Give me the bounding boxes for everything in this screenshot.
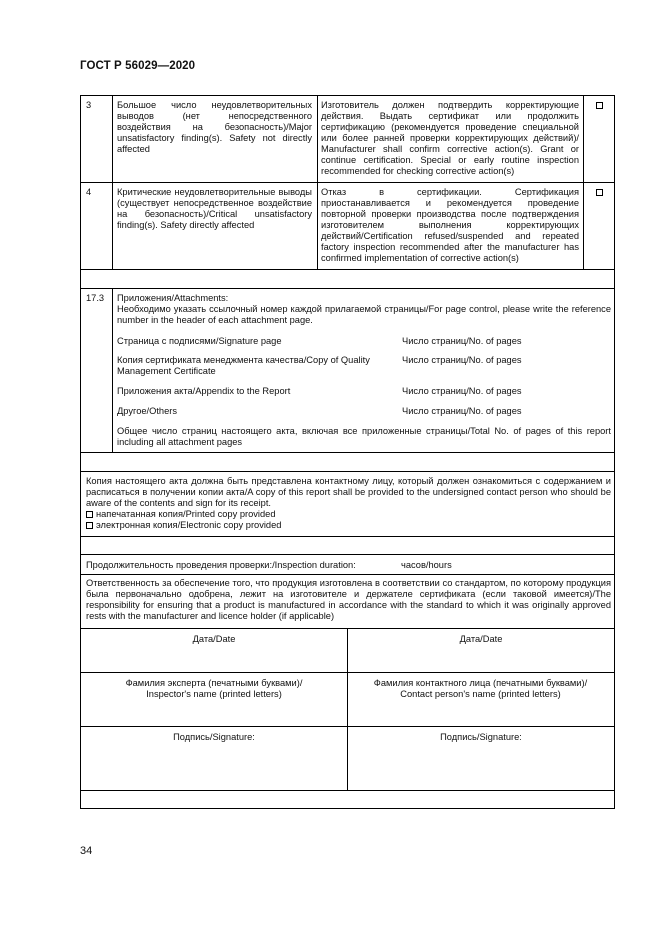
attachment-label: Копия сертификата менеджмента качества/Copy of Quality Management Certificate	[117, 355, 370, 376]
responsibility-text: Ответственность за обеспечение того, что продукция изготовлена в соответствии со стандартом, по которому продукция была первоначально одобрена, лежит на изготовителе и держателе сертификата (если таковой имеется)/The responsibility for ensuring that a product is manufactured in accordance with the standard to which it was originally approved rests with the manufacturer and licence holder (if applicable)	[86, 578, 611, 621]
attachments-title: Приложения/Attachments:	[117, 293, 229, 303]
finding-checkbox[interactable]	[596, 102, 603, 109]
row-divider	[81, 536, 614, 537]
finding-description: Критические неудовлетворительные выводы (существует непосредственное воздействие на безопасность)/Critical unsatisfactory finding(s). Safety directly affected	[117, 187, 312, 230]
attachment-pages-label: Число страниц/No. of pages	[402, 386, 522, 396]
page-number: 34	[80, 845, 93, 857]
copy-notice-text: Копия настоящего акта должна быть представлена контактному лицу, который должен ознакомиться с содержанием и расписаться в получении копии акта/A copy of this report shall be provided to the undersigned contact person who should be aware of the contents and sign for its receipt.	[86, 476, 611, 508]
row-divider	[81, 288, 614, 289]
finding-number: 3	[86, 100, 92, 110]
row-divider	[81, 452, 614, 453]
copy-option-printed[interactable]	[86, 509, 276, 520]
copy-option-electronic[interactable]	[86, 520, 281, 531]
signature-col-divider	[347, 628, 348, 790]
finding-action: Изготовитель должен подтвердить корректирующие действия. Выдать сертификат или продолжить сертификацию (рекомендуется проведение специальной или более ранней проверки корректирующих действий)/ Manufacturer shall confirm corrective action(s). Grant or continue certification. Special or early routine inspection recommended for checking corrective action(s)	[321, 100, 579, 176]
attachment-label: Приложения акта/Appendix to the Report	[117, 386, 291, 396]
attachments-total: Общее число страниц настоящего акта, включая все приложенные страницы/Total No. of pages of this report including all attachment pages	[117, 426, 611, 447]
finding-description: Большое число неудовлетворительных выводов (нет непосредственного воздействия на безопасность)/Major unsatisfactory finding(s). Safety not directly affected	[117, 100, 312, 154]
row-divider	[81, 554, 614, 555]
attachment-pages-label: Число страниц/No. of pages	[402, 355, 522, 365]
row-divider	[81, 574, 614, 575]
attachments-instruction: Необходимо указать ссылочный номер каждой прилагаемой страницы/For page control, please write the reference number in the header of each attachment page.	[117, 304, 611, 325]
row-divider	[81, 471, 614, 472]
row-divider	[81, 790, 614, 791]
contact-person-name-label: Фамилия контактного лица (печатными буквами)/ Contact person's name (printed letters)	[373, 678, 588, 699]
date-left-label: Дата/Date	[192, 634, 236, 644]
electronic-copy-label: электронная копия/Electronic copy provided	[96, 520, 282, 530]
row-divider	[81, 726, 614, 727]
printed-copy-label: напечатанная копия/Printed copy provided	[96, 509, 276, 519]
electronic-copy-checkbox[interactable]	[86, 522, 93, 529]
inspection-duration-unit: часов/hours	[401, 560, 452, 570]
inspection-duration-label: Продолжительность проведения проверки:/Inspection duration:	[86, 560, 356, 570]
row-divider	[81, 672, 614, 673]
inspector-signature-label: Подпись/Signature:	[173, 732, 255, 742]
row-divider	[81, 182, 614, 183]
document-header: ГОСТ Р 56029—2020	[80, 60, 196, 72]
inspector-name-label: Фамилия эксперта (печатными буквами)/ Inspector's name (printed letters)	[125, 678, 303, 699]
col-divider-num	[112, 288, 113, 452]
contact-signature-label: Подпись/Signature:	[440, 732, 522, 742]
finding-action: Отказ в сертификации. Сертификация приостанавливается и рекомендуется проведение повторной проверки производства после подтверждения изготовителем выполнения корректирующих действий/Certification refused/suspended and repeated factory inspection recommended after the manufacturer has confirmed implementation of corrective action(s)	[321, 187, 579, 263]
attachment-pages-label: Число страниц/No. of pages	[402, 406, 522, 416]
finding-checkbox[interactable]	[596, 189, 603, 196]
attachment-pages-label: Число страниц/No. of pages	[402, 336, 522, 346]
finding-number: 4	[86, 187, 92, 197]
section-number: 17.3	[86, 293, 105, 303]
printed-copy-checkbox[interactable]	[86, 511, 93, 518]
attachment-label: Страница с подписями/Signature page	[117, 336, 282, 346]
report-form-table	[80, 95, 615, 809]
date-right-label: Дата/Date	[459, 634, 503, 644]
attachment-label: Другое/Others	[117, 406, 178, 416]
row-divider	[81, 269, 614, 270]
